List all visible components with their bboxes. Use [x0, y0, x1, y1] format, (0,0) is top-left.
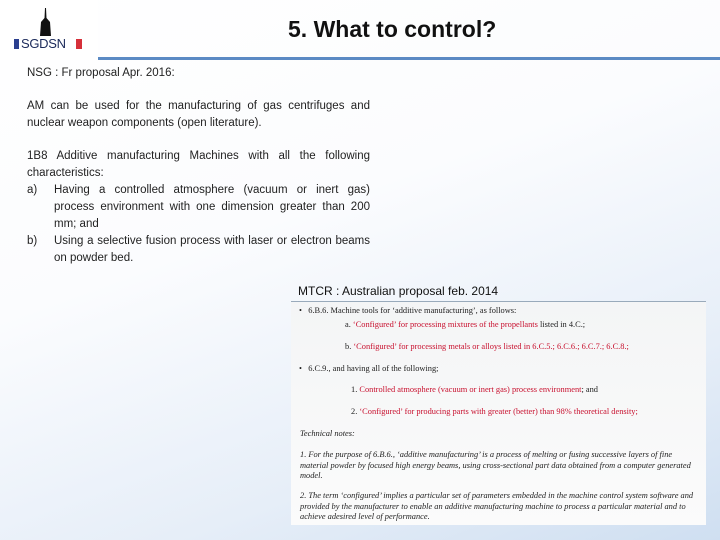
item-b	[345, 342, 629, 351]
list-text: Having a controlled atmosphere (vacuum or inert gas) process environment with one dimension greater than 200 mm; and	[54, 184, 370, 230]
item-red: ‘Configured’ for processing mixtures of the propellants	[352, 320, 538, 329]
note-1: 1. For the purpose of 6.B.6., ‘additive manufacturing’ is a process of melting or fusing successive layers of fine material powder by focused high energy beams, using cross-sectional part data obtained from a computer generated model.	[300, 450, 691, 480]
nsg-intro: 1B8 Additive manufacturing Machines with all the following characteristics:	[27, 150, 370, 179]
item-a	[345, 320, 585, 329]
bullet-1: • 6.B.6. Machine tools for ‘additive manufacturing’, as follows:	[299, 306, 517, 315]
bullet-text: 6.B.6. Machine tools for ‘additive manufacturing’, as follows:	[308, 306, 517, 315]
list-marker: a)	[27, 184, 38, 196]
item-red: ‘Configured’ for producing parts with greater (better) than 98% theoretical density;	[359, 407, 638, 416]
item-2	[351, 407, 638, 416]
mtcr-caption: MTCR : Australian proposal feb. 2014	[298, 284, 499, 298]
item-post: listed in 4.C.;	[537, 320, 586, 329]
item-post: ; and	[581, 385, 598, 394]
nsg-paragraph: AM can be used for the manufacturing of gas centrifuges and nuclear weapon components (open literature).	[27, 100, 370, 129]
mtcr-excerpt	[291, 301, 706, 525]
title-rule	[98, 57, 720, 60]
list-marker: b)	[27, 235, 38, 247]
item-marker: 1.	[351, 385, 360, 394]
bullet-2: • 6.C.9., and having all of the following;	[299, 364, 439, 373]
list-item	[27, 233, 370, 267]
item-marker: 2.	[351, 407, 360, 416]
item-marker: a.	[345, 320, 353, 329]
bullet-text: 6.C.9., and having all of the following;	[308, 364, 439, 373]
nsg-heading: NSG : Fr proposal Apr. 2016:	[27, 67, 175, 79]
nsg-list	[27, 182, 370, 267]
item-red: Controlled atmosphere (vacuum or inert gas) process environment	[359, 385, 582, 394]
logo-text: SGDSN	[21, 36, 66, 51]
page-title: 5. What to control?	[288, 16, 497, 42]
item-marker: b.	[345, 342, 354, 351]
item-1	[351, 385, 598, 394]
item-red: ‘Configured’ for processing metals or alloys listed in 6.C.5.; 6.C.6.; 6.C.7.; 6.C.8.;	[353, 342, 629, 351]
technical-notes-heading: Technical notes:	[300, 429, 355, 438]
sgdsn-logo	[0, 0, 98, 60]
building-icon	[12, 8, 82, 38]
list-text: Using a selective fusion process with laser or electron beams on powder bed.	[54, 235, 370, 264]
note-2: 2. The term ‘configured’ implies a particular set of parameters embedded in the machine control system software and provided by the manufacturer to enable an additive manufacturing machine to process a particular material and to achieve adesired level of performance.	[300, 491, 694, 521]
list-item	[27, 182, 370, 233]
